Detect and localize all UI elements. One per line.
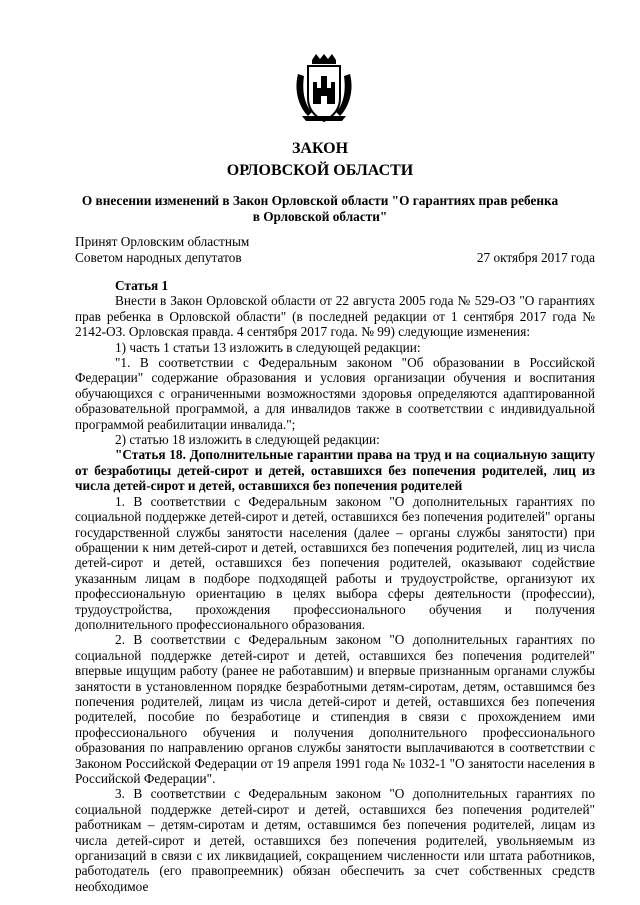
amendment-item-1: 1) часть 1 статьи 13 изложить в следующей редакции:	[115, 339, 421, 355]
adoption-info	[75, 234, 249, 266]
oryol-oblast-coat-of-arms-icon	[294, 54, 354, 124]
intro-paragraph: Внести в Закон Орловской области от 22 августа 2005 года № 529-ОЗ "О гарантиях прав ребенка в Орловской области" (в последней редакции от 1 сентября 2017 года № 2142-ОЗ. Орловская правда. 4 сентября 2017 года. № 99) следующие изменения:	[75, 293, 595, 340]
amendment-item-1-text: "1. В соответствии с Федеральным законом "Об образовании в Российской Федерации" содержание образования и условия организации обучения и воспитания обучающихся с ограниченными возможностями здоровья определяются адаптированной образовательной программой, а для инвалидов также в соответствии с индивидуальной программой реабилитации инвалида.";	[75, 355, 595, 432]
amendment-item-2: 2) статью 18 изложить в следующей редакции:	[115, 432, 380, 448]
adoption-line1: Принят Орловским областным	[75, 234, 250, 249]
adoption-date: 27 октября 2017 года	[476, 250, 595, 265]
paragraph-3: 3. В соответствии с Федеральным законом "О дополнительных гарантиях по социальной поддержке детей-сирот и детей, оставшихся без попечения родителей" работникам – детям-сиротам и детям, оставшимся без попечения родителей, лицам из числа детей-сирот и детей, оставшихся без попечения родителей, увольняемым из организаций в связи с их ликвидацией, сокращением численности или штата работников, работодатель (его правопреемник) обязан обеспечить за счет собственных средств необходимое	[75, 786, 595, 894]
document-body	[75, 278, 595, 894]
article-18-title: "Статья 18. Дополнительные гарантии права на труд и на социальную защиту от безработицы детей-сирот и детей, оставшихся без попечения родителей, лиц из числа детей-сирот и детей, оставшихся без попечения родителей	[75, 447, 595, 494]
document-title-line2: ОРЛОВСКОЙ ОБЛАСТИ	[226, 162, 414, 179]
law-subject: О внесении изменений в Закон Орловской области "О гарантиях прав ребенка в Орловской области"	[81, 193, 559, 224]
adoption-line2: Советом народных депутатов	[75, 250, 242, 265]
article-heading: Статья 1	[115, 278, 169, 293]
paragraph-1: 1. В соответствии с Федеральным законом "О дополнительных гарантиях по социальной поддержке детей-сирот и детей, оставшихся без попечения родителей" органы государственной службы занятости населения (далее – органы службы занятости) при обращении к ним детей-сирот и детей, оставшихся без попечения родителей, лиц из числа детей-сирот и детей, оставшихся без попечения родителей, оказывают содействие указанным лицам в подборе подходящей работы и трудоустройстве, организуют их профессиональную ориентацию в целях выбора сферы деятельности (профессии), трудоустройства, прохождения профессионального обучения и получения дополнительного профессионального образования.	[75, 493, 595, 632]
document-title-line1: ЗАКОН	[291, 140, 349, 157]
paragraph-2: 2. В соответствии с Федеральным законом "О дополнительных гарантиях по социальной поддержке детей-сирот и детей, оставшихся без попечения родителей" впервые ищущим работу (ранее не работавшим) и впервые признанным органами службы занятости в установленном порядке безработными детям-сиротам, детям, оставшимся без попечения родителей, лицам из числа детей-сирот и детей, оставшихся без попечения родителей, пособие по безработице и стипендия в связи с прохождением ими профессионального обучения и получения дополнительного профессионального образования по направлению органов службы занятости выплачиваются в соответствии с Законом Российской Федерации от 19 апреля 1991 года № 1032-1 "О занятости населения в Российской Федерации".	[75, 632, 595, 786]
